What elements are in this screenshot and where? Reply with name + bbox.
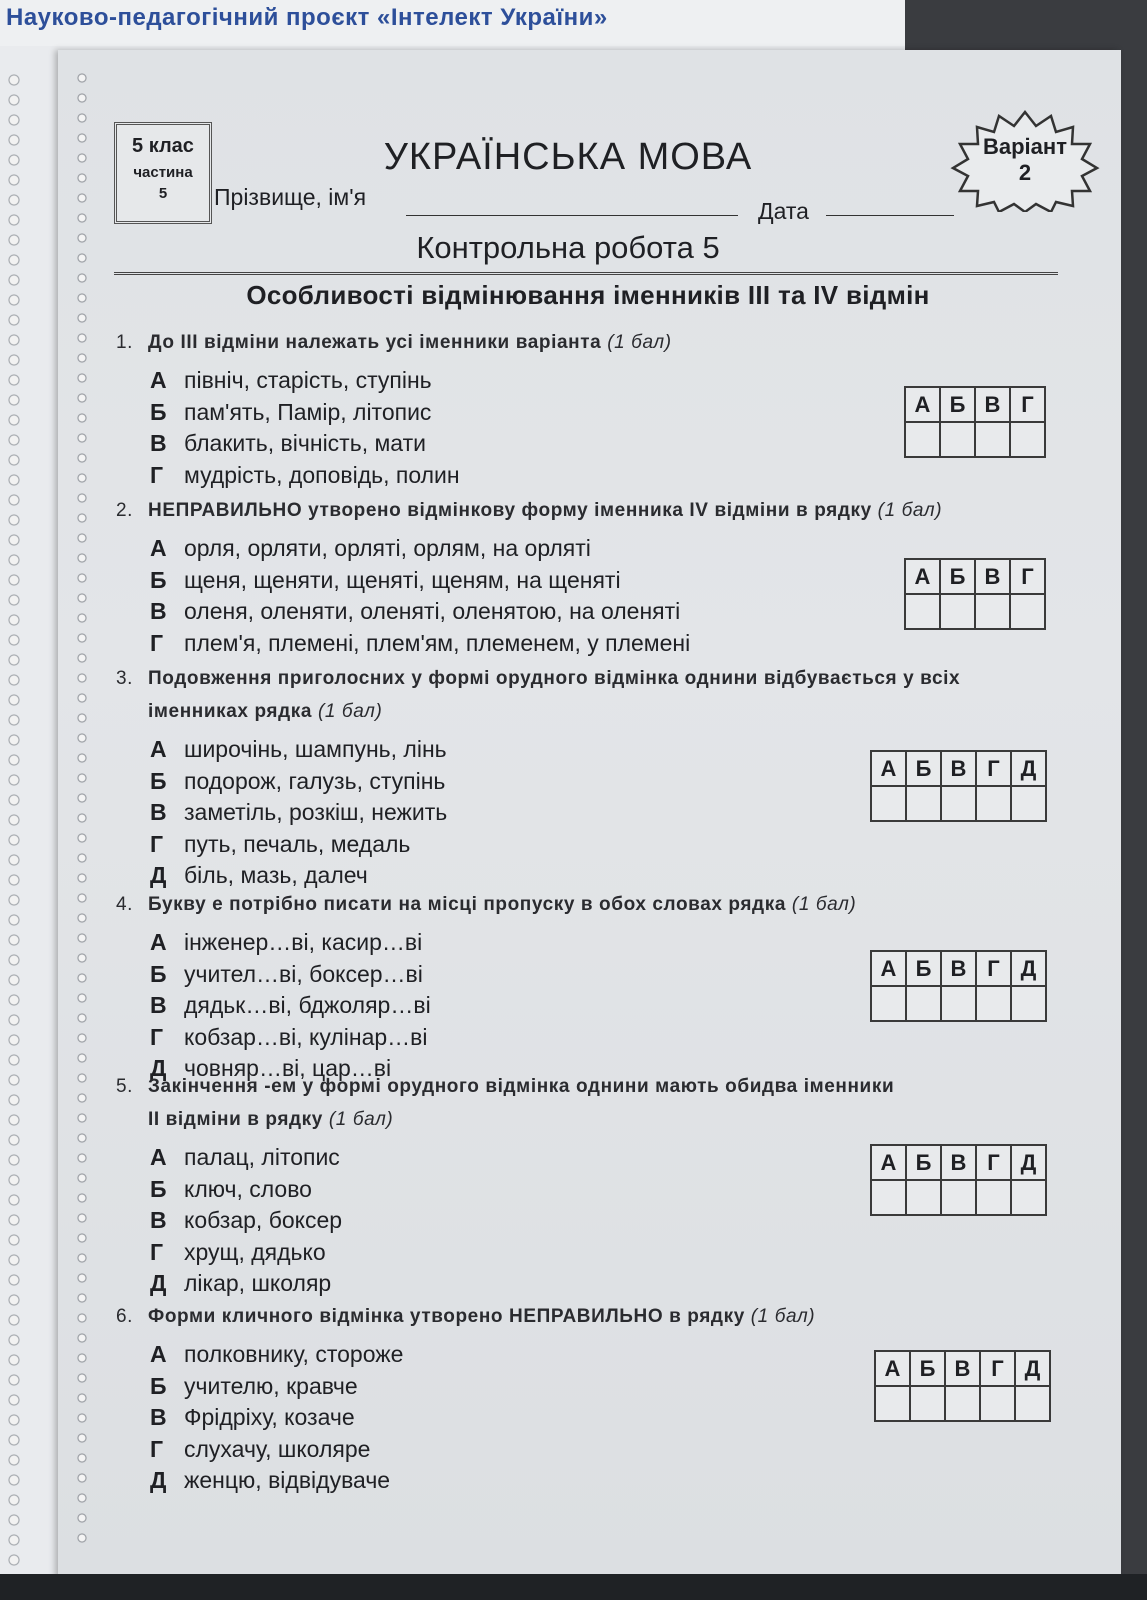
answer-grid-header (871, 1145, 1046, 1180)
class-label: 5 клас (132, 135, 194, 157)
answer-grid-header (871, 751, 1046, 786)
option-letter: А (150, 1144, 167, 1170)
answer-grid-header (875, 1351, 1050, 1386)
option-letter: А (150, 367, 167, 393)
question-prompt-cont: іменниках рядка (148, 701, 313, 722)
option-text: подорож, галузь, ступінь (184, 767, 446, 794)
answer-cell[interactable] (905, 594, 940, 629)
option-text: учител…ві, боксер…ві (184, 960, 423, 987)
question-prompt: Закінчення -ем у формі орудного відмінка однини мають обидва іменники (148, 1076, 895, 1097)
option-text: учителю, кравче (184, 1372, 358, 1399)
answer-cell[interactable] (871, 1180, 906, 1215)
part-number: 5 (158, 185, 168, 202)
option-text: біль, мазь, далеч (184, 862, 368, 888)
option-letter: В (150, 598, 167, 624)
name-field[interactable] (406, 215, 738, 216)
option-letter: А (150, 535, 167, 561)
option-letter: Б (150, 1372, 167, 1399)
question-number: 5. (116, 1076, 134, 1097)
question-text (116, 662, 1066, 728)
grid-letter: В (975, 387, 1010, 422)
option-text: хрущ, дядько (184, 1238, 326, 1265)
answer-cell[interactable] (945, 1386, 980, 1421)
answer-cell[interactable] (940, 422, 975, 457)
answer-grid-header (905, 387, 1045, 422)
option-text: північ, старість, ступінь (184, 367, 432, 393)
answer-cell[interactable] (1010, 594, 1045, 629)
option-letter: Д (150, 1055, 167, 1081)
grid-letter: Д (1011, 951, 1046, 986)
binder-rings-back (6, 72, 26, 1572)
option-text: ключ, слово (184, 1175, 312, 1202)
option-letter: Г (150, 461, 164, 488)
answer-cell[interactable] (1011, 986, 1046, 1021)
answer-cell[interactable] (1011, 786, 1046, 821)
question-points: (1 бал) (317, 701, 383, 722)
option-letter: Д (150, 862, 167, 888)
question-text (116, 888, 1066, 921)
answer-grid-2 (904, 558, 1046, 630)
option-text: дядьк…ві, бджоляр…ві (184, 992, 431, 1018)
question-prompt: НЕПРАВИЛЬНО утворено відмінкову форму іменника IV відміни в рядку (148, 500, 872, 521)
answer-grid-row (905, 422, 1045, 457)
grid-letter: Г (976, 1145, 1011, 1180)
option-text: палац, літопис (184, 1144, 340, 1170)
grid-letter: Д (1011, 751, 1046, 786)
grid-letter: Г (980, 1351, 1015, 1386)
option-letter: В (150, 1404, 167, 1430)
question-number: 4. (116, 894, 134, 915)
option-text: полковнику, стороже (184, 1341, 404, 1367)
option-d (150, 860, 1066, 892)
option-letter: Г (150, 629, 164, 656)
answer-cell[interactable] (906, 786, 941, 821)
option-text: слухачу, школяре (184, 1435, 371, 1462)
question-text (116, 326, 1066, 359)
answer-cell[interactable] (906, 1180, 941, 1215)
answer-grid-header (871, 951, 1046, 986)
option-letter: В (150, 1207, 167, 1233)
question-prompt: Букву е потрібно писати на місці пропуску в обох словах рядка (148, 894, 786, 915)
answer-grid-6 (874, 1350, 1051, 1422)
answer-cell[interactable] (980, 1386, 1015, 1421)
grid-letter: Б (906, 751, 941, 786)
option-text: блакить, вічність, мати (184, 430, 426, 456)
work-title: Контрольна робота 5 (416, 230, 720, 265)
question-number: 3. (116, 668, 134, 689)
option-text: лікар, школяр (184, 1270, 332, 1296)
option-text: човняр…ві, цар…ві (184, 1055, 392, 1081)
project-title: Науково-педагогічний проєкт «Інтелект України» (6, 4, 608, 31)
grid-letter: А (905, 559, 940, 594)
header-divider (114, 272, 1058, 275)
option-text: орля, орляти, орляті, орлям, на орляті (184, 535, 591, 561)
option-letter: В (150, 799, 167, 825)
answer-cell[interactable] (871, 786, 906, 821)
worksheet-page (58, 50, 1121, 1580)
answer-cell[interactable] (1010, 422, 1045, 457)
option-letter: А (150, 1341, 167, 1367)
grid-letter: Б (906, 951, 941, 986)
grid-letter: А (871, 1145, 906, 1180)
grid-letter: Б (940, 559, 975, 594)
answer-grid-5 (870, 1144, 1047, 1216)
option-letter: Г (150, 830, 164, 857)
grid-letter: В (941, 951, 976, 986)
grid-letter: Г (976, 951, 1011, 986)
grid-letter: Б (906, 1145, 941, 1180)
question-number: 1. (116, 332, 134, 353)
answer-cell[interactable] (1015, 1386, 1050, 1421)
option-h (150, 628, 1066, 660)
answer-cell[interactable] (906, 986, 941, 1021)
binder-rings (74, 70, 90, 1550)
option-text: Фрідріху, козаче (184, 1404, 355, 1430)
grid-letter: А (871, 751, 906, 786)
option-letter: В (150, 992, 167, 1018)
option-h (150, 1022, 1066, 1054)
option-h (150, 1434, 1066, 1466)
answer-cell[interactable] (975, 594, 1010, 629)
grid-letter: Г (976, 751, 1011, 786)
option-text: кобзар…ві, кулінар…ві (184, 1023, 428, 1050)
grid-letter: Б (910, 1351, 945, 1386)
answer-cell[interactable] (941, 786, 976, 821)
bottom-edge (0, 1574, 1147, 1600)
answer-grid-row (871, 1180, 1046, 1215)
option-text: мудрість, доповідь, полин (184, 461, 460, 488)
grid-letter: Г (1010, 559, 1045, 594)
question-text (116, 1070, 1066, 1136)
question-points: (1 бал) (877, 500, 943, 521)
question-points: (1 бал) (607, 332, 672, 353)
grid-letter: Д (1011, 1145, 1046, 1180)
question-prompt: Форми кличного відмінка утворено НЕПРАВИЛЬНО в рядку (148, 1306, 745, 1327)
answer-cell[interactable] (975, 422, 1010, 457)
option-letter: Б (150, 398, 167, 425)
option-letter: Д (150, 1467, 167, 1493)
option-letter: Д (150, 1270, 167, 1296)
option-text: оленя, оленяти, оленяті, оленятою, на оленяті (184, 598, 681, 624)
option-letter: Г (150, 1435, 164, 1462)
answer-grid-1 (904, 386, 1046, 458)
answer-cell[interactable] (875, 1386, 910, 1421)
answer-cell[interactable] (940, 594, 975, 629)
option-h (150, 829, 1066, 861)
grid-letter: Б (940, 387, 975, 422)
option-text: заметіль, розкіш, нежить (184, 799, 448, 825)
option-text: кобзар, боксер (184, 1207, 343, 1233)
option-text: пам'ять, Памір, літопис (184, 398, 432, 425)
date-label: Дата (758, 198, 809, 224)
option-h (150, 460, 1066, 492)
part-label: частина (133, 164, 193, 181)
answer-grid-header (905, 559, 1045, 594)
answer-cell[interactable] (941, 986, 976, 1021)
question-text (116, 494, 1066, 527)
grid-letter: В (941, 751, 976, 786)
question-number: 2. (116, 500, 134, 521)
answer-cell[interactable] (941, 1180, 976, 1215)
answer-grid-row (871, 786, 1046, 821)
answer-cell[interactable] (910, 1386, 945, 1421)
option-text: плем'я, племені, плем'ям, племенем, у племені (184, 629, 691, 656)
option-letter: Б (150, 767, 167, 794)
answer-grid-row (871, 986, 1046, 1021)
variant-number: 2 (1018, 160, 1032, 185)
answer-grid-4 (870, 950, 1047, 1022)
answer-cell[interactable] (1011, 1180, 1046, 1215)
grid-letter: В (945, 1351, 980, 1386)
question-prompt: До III відміни належать усі іменники варіанта (148, 332, 602, 353)
name-label: Прізвище, ім'я (214, 184, 367, 210)
option-text: женцю, відвідуваче (184, 1467, 391, 1493)
answer-cell[interactable] (976, 786, 1011, 821)
subject-title: УКРАЇНСЬКА МОВА (383, 136, 753, 178)
answer-cell[interactable] (976, 1180, 1011, 1215)
grid-letter: Г (1010, 387, 1045, 422)
grid-letter: А (871, 951, 906, 986)
option-letter: А (150, 929, 167, 955)
question-points: (1 бал) (328, 1109, 394, 1130)
option-letter: В (150, 430, 167, 456)
answer-cell[interactable] (976, 986, 1011, 1021)
answer-grid-row (875, 1386, 1050, 1421)
answer-cell[interactable] (871, 986, 906, 1021)
option-text: щеня, щеняти, щеняті, щеням, на щеняті (184, 566, 621, 593)
option-d (150, 1465, 1066, 1497)
grid-letter: Д (1015, 1351, 1050, 1386)
option-letter: Г (150, 1023, 164, 1050)
option-d (150, 1268, 1066, 1300)
date-field[interactable] (826, 215, 954, 216)
option-h (150, 1237, 1066, 1269)
question-text (116, 1300, 1066, 1333)
option-letter: Б (150, 1175, 167, 1202)
grid-letter: А (875, 1351, 910, 1386)
topic-title: Особливості відмінювання іменників III та IV відмін (246, 280, 930, 310)
option-letter: Г (150, 1238, 164, 1265)
option-letter: Б (150, 960, 167, 987)
question-points: (1 бал) (791, 894, 857, 915)
variant-badge (950, 108, 1100, 212)
option-text: широчінь, шампунь, лінь (184, 736, 447, 762)
header-band (0, 0, 905, 46)
class-box (114, 122, 212, 224)
question-prompt: Подовження приголосних у формі орудного відмінка однини відбувається у всіх (148, 668, 961, 689)
answer-grid-row (905, 594, 1045, 629)
question-points: (1 бал) (750, 1306, 816, 1327)
grid-letter: А (905, 387, 940, 422)
answer-grid-3 (870, 750, 1047, 822)
question-prompt-cont: II відміни в рядку (148, 1109, 323, 1130)
answer-cell[interactable] (905, 422, 940, 457)
grid-letter: В (941, 1145, 976, 1180)
variant-label: Варіант (983, 134, 1067, 159)
option-text: путь, печаль, медаль (184, 830, 411, 857)
grid-letter: В (975, 559, 1010, 594)
question-number: 6. (116, 1306, 134, 1327)
option-letter: А (150, 736, 167, 762)
option-text: інженер…ві, касир…ві (184, 929, 423, 955)
option-letter: Б (150, 566, 167, 593)
